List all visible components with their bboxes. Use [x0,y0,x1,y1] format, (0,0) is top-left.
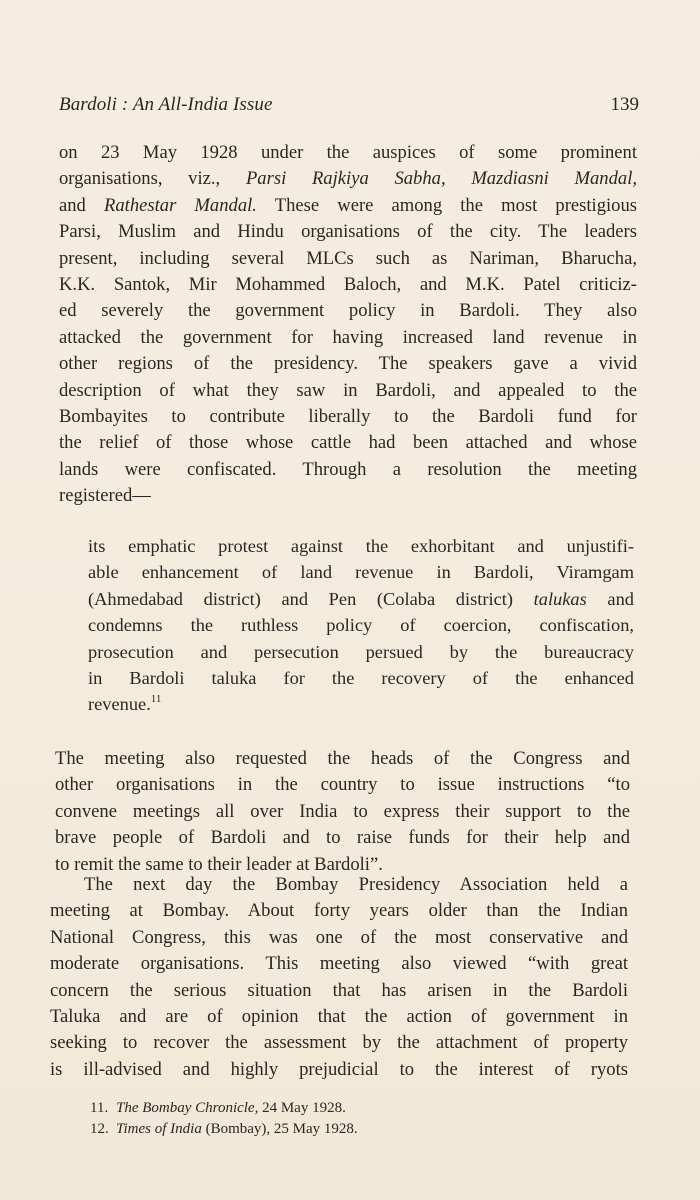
text-line: present, including several MLCs such as Nariman, Bharucha, [59,247,637,269]
footnote-11: 11. The Bombay Chronicle, 24 May 1928. [90,1100,346,1116]
text-line: meeting at Bombay. About forty years older than the Indian [50,900,628,922]
text-line: Bombayites to contribute liberally to the Bardoli fund for [59,406,637,428]
quote-line: its emphatic protest against the exhorbitant and unjustifi- [88,536,634,556]
quote-line: revenue.$^{11}$ [88,693,162,715]
text-line: to remit the same to their leader at Bardoli”. [55,853,383,875]
quote-line: in Bardoli taluka for the recovery of the enhanced [88,668,634,689]
text-line: registered— [59,485,151,507]
talukas-term: talukas [533,588,587,609]
text-line: is ill-advised and highly prejudicial to the interest of ryots [50,1058,628,1080]
quote-line: prosecution and persecution persued by the bureaucracy [88,641,634,662]
text-line: brave people of Bardoli and to raise funds for their help and [55,827,630,849]
text-line: other organisations in the country to issue instructions “to [55,774,630,796]
paragraph-1 [59,140,637,510]
text-line: lands were confiscated. Through a resolution the meeting [59,458,637,480]
footnote-marker: 11 [150,693,162,706]
running-title: Bardoli : An All-India Issue [59,94,273,115]
text-line: Taluka and are of opinion that the action of government in [50,1006,628,1028]
paragraph-2 [55,746,630,878]
text-line: attacked the government for having increased land revenue in [59,326,637,348]
quote-line: (Ahmedabad district) and Pen (Colaba district) talukas and [88,588,634,609]
text-line: the relief of those whose cattle had been attached and whose [59,432,637,454]
text-line: on 23 May 1928 under the auspices of some prominent [59,142,637,163]
block-quote [88,533,634,718]
text-line: and Rathestar Mandal. These were among the most prestigious [59,194,637,216]
paragraph-3 [50,872,628,1083]
page-header [59,94,639,120]
text-line: convene meetings all over India to express their support to the [55,800,630,822]
footnotes [90,1098,510,1140]
text-line: organisations, viz., Parsi Rajkiya Sabha, Mazdiasni Mandal, [59,168,638,190]
quote-line: condemns the ruthless policy of coercion, confiscation, [88,615,634,636]
text-line: ed severely the government policy in Bardoli. They also [59,300,637,322]
text-line: National Congress, this was one of the most conservative and [50,926,628,948]
text-line: The meeting also requested the heads of the Congress and [55,748,630,769]
quote-line: able enhancement of land revenue in Bardoli, Viramgam [88,562,634,583]
text-line: moderate organisations. This meeting also viewed “with great [50,953,628,975]
text-line: other regions of the presidency. The speakers gave a vivid [59,353,637,375]
page-number: 139 [610,94,639,115]
organisation-name: Rathestar Mandal. [104,194,257,216]
text-line: seeking to recover the assessment by the attachment of property [50,1032,628,1054]
text-line: Parsi, Muslim and Hindu organisations of the city. The leaders [59,221,637,243]
organisation-names: Parsi Rajkiya Sabha, Mazdiasni Mandal, [245,168,638,190]
text-line: K.K. Santok, Mir Mohammed Baloch, and M.K. Patel criticiz- [59,274,637,296]
text-line: description of what they saw in Bardoli, and appealed to the [59,379,637,401]
text-line: The next day the Bombay Presidency Association held a [84,874,628,895]
text-line: concern the serious situation that has arisen in the Bardoli [50,979,628,1001]
footnote-12: 12. Times of India (Bombay), 25 May 1928. [90,1121,358,1137]
